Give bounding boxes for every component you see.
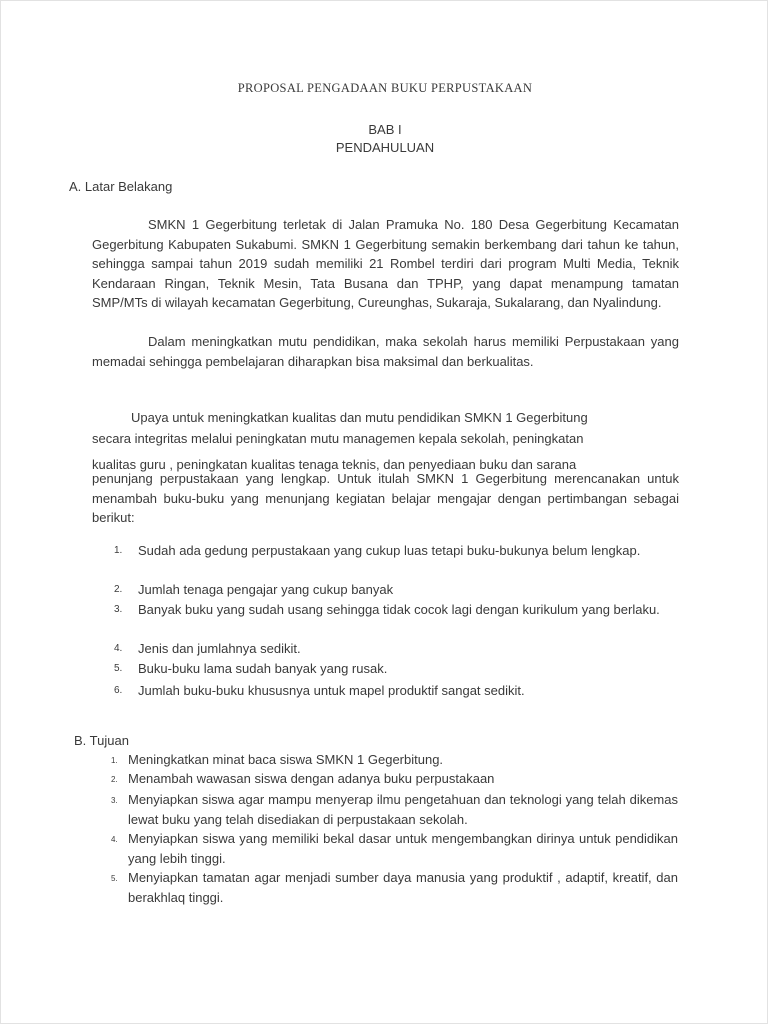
chapter-label: BAB I xyxy=(368,122,402,137)
list-number: 3. xyxy=(114,604,123,615)
list-item: Meningkatkan minat baca siswa SMKN 1 Gegerbitung. xyxy=(128,752,444,767)
list-number: 1. xyxy=(111,756,118,765)
list-number: 5. xyxy=(114,663,123,674)
list-item: Jumlah buku-buku khususnya untuk mapel produktif sangat sedikit. xyxy=(138,683,525,698)
list-number: 2. xyxy=(114,584,123,595)
section-a-heading: A. Latar Belakang xyxy=(69,179,173,194)
document-title: PROPOSAL PENGADAAN BUKU PERPUSTAKAAN xyxy=(237,81,533,95)
list-item: Menyiapkan siswa agar mampu menyerap ilmu pengetahuan dan teknologi yang telah dikemas lewat buku yang telah disediakan di perpustakaan sekolah. xyxy=(128,792,678,827)
list-item: Menyiapkan tamatan agar menjadi sumber daya manusia yang produktif , adaptif, kreatif, dan berakhlaq tinggi. xyxy=(128,870,678,905)
list-number: 4. xyxy=(114,643,123,654)
paragraph-effort-line-3: kualitas guru , peningkatan kualitas tenaga teknis, dan penyediaan buku dan sarana xyxy=(92,457,577,472)
paragraph-effort-rest: penunjang perpustakaan yang lengkap. Untuk itulah SMKN 1 Gegerbitung merencanakan untuk menambah buku-buku yang menunjang kegiatan belajar mengajar dengan pertimbangan sebagai berikut: xyxy=(92,471,679,525)
list-item: Buku-buku lama sudah banyak yang rusak. xyxy=(138,661,388,676)
list-item: Sudah ada gedung perpustakaan yang cukup luas tetapi buku-bukunya belum lengkap. xyxy=(138,543,641,558)
list-item: Jenis dan jumlahnya sedikit. xyxy=(138,641,301,656)
chapter-title: PENDAHULUAN xyxy=(335,140,435,155)
list-item: Menambah wawasan siswa dengan adanya buku perpustakaan xyxy=(128,771,495,786)
list-item: Banyak buku yang sudah usang sehingga tidak cocok lagi dengan kurikulum yang berlaku. xyxy=(138,602,660,617)
list-number: 1. xyxy=(114,545,123,556)
section-b-heading: B. Tujuan xyxy=(74,733,129,748)
paragraph-background: SMKN 1 Gegerbitung terletak di Jalan Pramuka No. 180 Desa Gegerbitung Kecamatan Gegerbitung Kabupaten Sukabumi. SMKN 1 Gegerbitung semakin berkembang dari tahun ke tahun, sehingga sampai tahun 2019 sudah memiliki 21 Rombel terdiri dari program Multi Media, Teknik Kendaraan Ringan, Teknik Mesin, Tata Busana dan TPHP, yang dapat menampung tamatan SMP/MTs di wilayah kecamatan Gegerbitung, Cureunghas, Sukaraja, Sukalarang, dan Nyalindung. xyxy=(92,217,679,310)
list-number: 4. xyxy=(111,835,118,844)
list-item: Jumlah tenaga pengajar yang cukup banyak xyxy=(138,582,394,597)
list-number: 6. xyxy=(114,685,123,696)
list-number: 2. xyxy=(111,775,118,784)
list-number: 5. xyxy=(111,874,118,883)
paragraph-effort-line-1: Upaya untuk meningkatkan kualitas dan mutu pendidikan SMKN 1 Gegerbitung xyxy=(131,410,588,425)
list-item: Menyiapkan siswa yang memiliki bekal dasar untuk mengembangkan dirinya untuk pendidikan yang lebih tinggi. xyxy=(128,831,678,866)
paragraph-effort-line-2: secara integritas melalui peningkatan mutu managemen kepala sekolah, peningkatan xyxy=(92,431,584,446)
paragraph-quality: Dalam meningkatkan mutu pendidikan, maka sekolah harus memiliki Perpustakaan yang memadai sehingga pembelajaran diharapkan bisa maksimal dan berkualitas. xyxy=(92,334,679,369)
list-number: 3. xyxy=(111,796,118,805)
